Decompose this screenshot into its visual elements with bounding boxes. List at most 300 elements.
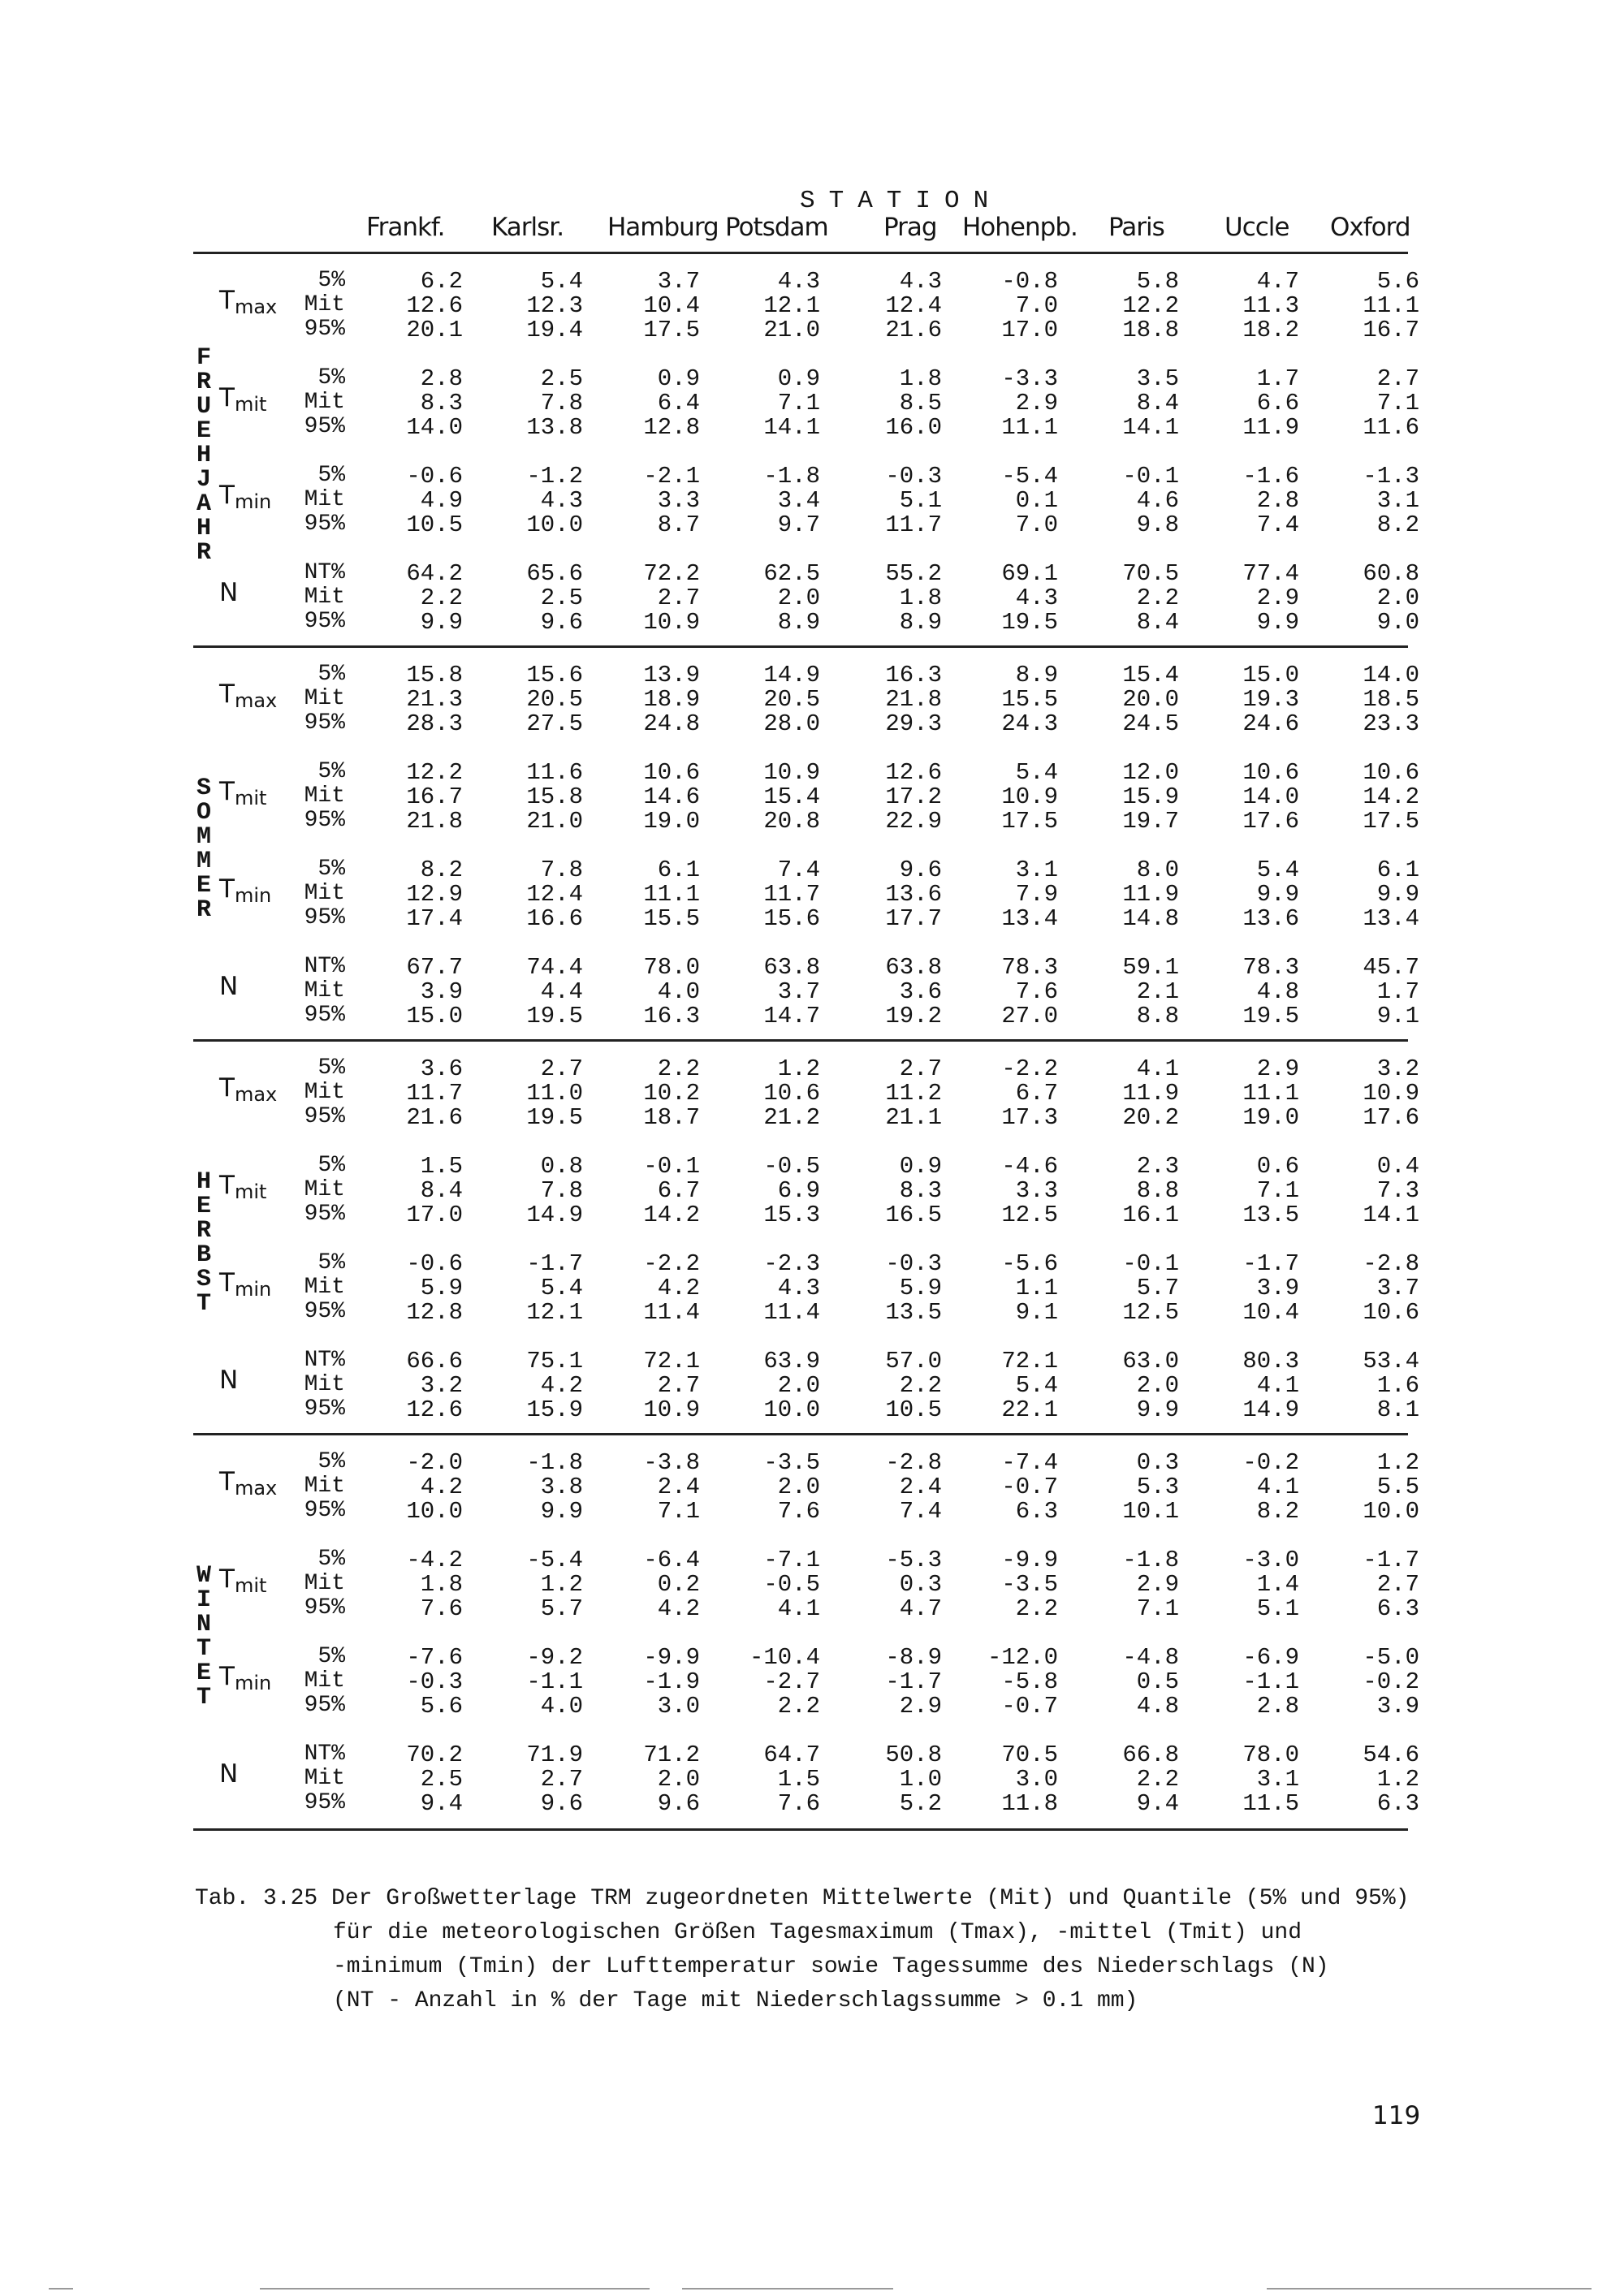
table-cell: 53.4: [1363, 1348, 1419, 1375]
table-cell: 10.1: [1122, 1498, 1179, 1525]
stat-label: Mit: [304, 783, 345, 809]
table-cell: 4.1: [1136, 1055, 1179, 1082]
table-cell: 5.4: [1256, 857, 1299, 883]
table-cell: 15.3: [763, 1202, 820, 1228]
table-cell: 78.3: [1001, 954, 1058, 981]
table-cell: 19.0: [1242, 1104, 1299, 1131]
table-cell: 66.6: [406, 1348, 463, 1375]
table-cell: 0.9: [777, 365, 820, 392]
table-cell: 10.9: [763, 759, 820, 786]
table-cell: 14.0: [1363, 662, 1419, 688]
stat-label: 5%: [317, 463, 345, 488]
table-cell: 9.6: [899, 857, 942, 883]
table-cell: 2.2: [1136, 1766, 1179, 1793]
table-cell: 3.6: [420, 1055, 463, 1082]
table-cell: 12.3: [526, 292, 583, 319]
season-letter: E: [197, 871, 212, 900]
station-header-hamburg: Hamburg: [607, 213, 719, 242]
table-cell: 9.1: [1015, 1299, 1058, 1326]
season-letter: M: [197, 847, 212, 875]
table-cell: 72.1: [643, 1348, 700, 1375]
table-cell: 4.2: [657, 1275, 700, 1301]
table-cell: 3.1: [1376, 487, 1419, 514]
stat-label: 95%: [304, 1498, 345, 1523]
table-cell: 13.6: [1242, 905, 1299, 932]
table-cell: 2.2: [1015, 1595, 1058, 1622]
table-cell: -3.5: [763, 1449, 820, 1476]
table-cell: -0.8: [1001, 268, 1058, 295]
table-cell: 77.4: [1242, 560, 1299, 587]
table-cell: 5.6: [1376, 268, 1419, 295]
table-cell: 15.4: [1122, 662, 1179, 688]
table-cell: 63.8: [763, 954, 820, 981]
table-cell: 9.9: [420, 609, 463, 636]
var-label-base: T: [219, 481, 235, 510]
table-cell: 62.5: [763, 560, 820, 587]
table-cell: 0.1: [1015, 487, 1058, 514]
table-cell: 17.7: [885, 905, 942, 932]
table-cell: -1.7: [1242, 1250, 1299, 1277]
table-cell: 7.8: [540, 390, 583, 416]
stat-label: 95%: [304, 1790, 345, 1815]
table-cell: -6.4: [643, 1547, 700, 1573]
table-cell: 6.4: [657, 390, 700, 416]
table-cell: 8.1: [1376, 1396, 1419, 1423]
table-cell: 27.5: [526, 710, 583, 737]
stat-label: 95%: [304, 414, 345, 439]
table-cell: -0.1: [1122, 1250, 1179, 1277]
table-cell: 10.0: [1363, 1498, 1419, 1525]
table-cell: 13.5: [885, 1299, 942, 1326]
var-label-base: N: [219, 972, 239, 1001]
table-cell: 19.4: [526, 317, 583, 343]
table-cell: 2.9: [899, 1693, 942, 1720]
table-cell: 19.7: [1122, 808, 1179, 835]
table-cell: -0.5: [763, 1153, 820, 1180]
table-cell: -3.0: [1242, 1547, 1299, 1573]
var-label-sub: max: [234, 1477, 278, 1500]
table-cell: -3.3: [1001, 365, 1058, 392]
table-cell: 66.8: [1122, 1741, 1179, 1768]
table-cell: 3.1: [1015, 857, 1058, 883]
table-cell: -2.2: [1001, 1055, 1058, 1082]
table-cell: -0.3: [885, 463, 942, 490]
stat-label: Mit: [304, 585, 345, 610]
table-cell: 15.8: [406, 662, 463, 688]
station-header-prag: Prag: [883, 213, 937, 242]
var-label-n: [219, 1759, 238, 1789]
var-label-base: T: [219, 680, 235, 709]
table-cell: 2.0: [1376, 585, 1419, 611]
stat-label: NT%: [304, 954, 345, 979]
table-cell: 10.0: [526, 511, 583, 538]
table-cell: 72.1: [1001, 1348, 1058, 1375]
stat-label: 95%: [304, 1396, 345, 1422]
table-cell: 2.1: [1136, 978, 1179, 1005]
table-cell: 18.7: [643, 1104, 700, 1131]
table-cell: 11.0: [526, 1080, 583, 1107]
table-cell: 63.8: [885, 954, 942, 981]
table-cell: 4.9: [420, 487, 463, 514]
table-cell: 17.5: [643, 317, 700, 343]
var-label-base: N: [219, 578, 239, 607]
table-cell: 57.0: [885, 1348, 942, 1375]
table-cell: 8.5: [899, 390, 942, 416]
season-letter: M: [197, 822, 212, 851]
table-cell: 12.6: [406, 292, 463, 319]
table-cell: 11.3: [1242, 292, 1299, 319]
table-cell: 0.8: [540, 1153, 583, 1180]
stat-label: 95%: [304, 1595, 345, 1621]
table-cell: 2.9: [1256, 1055, 1299, 1082]
table-cell: 11.1: [643, 881, 700, 908]
table-cell: 2.7: [657, 1372, 700, 1399]
table-cell: -1.6: [1242, 463, 1299, 490]
season-letter: F: [197, 343, 212, 372]
table-cell: 27.0: [1001, 1003, 1058, 1029]
caption-line-1: Tab. 3.25 Der Großwetterlage TRM zugeordneten Mittelwerte (Mit) und Quantile (5% und 95%): [195, 1886, 1410, 1911]
table-cell: -0.1: [643, 1153, 700, 1180]
table-cell: 72.2: [643, 560, 700, 587]
table-cell: 18.5: [1363, 686, 1419, 713]
table-cell: 16.5: [885, 1202, 942, 1228]
table-cell: 6.6: [1256, 390, 1299, 416]
table-cell: 2.2: [657, 1055, 700, 1082]
table-cell: 1.8: [899, 585, 942, 611]
table-cell: -0.1: [1122, 463, 1179, 490]
table-cell: 11.1: [1001, 414, 1058, 441]
table-cell: -0.3: [406, 1668, 463, 1695]
table-cell: -10.4: [749, 1644, 820, 1671]
table-cell: 10.6: [763, 1080, 820, 1107]
table-cell: 71.9: [526, 1741, 583, 1768]
table-cell: 7.1: [1376, 390, 1419, 416]
table-cell: 3.7: [1376, 1275, 1419, 1301]
table-cell: 1.4: [1256, 1571, 1299, 1598]
table-cell: 9.6: [540, 609, 583, 636]
table-cell: 0.3: [1136, 1449, 1179, 1476]
season-letter: H: [197, 514, 212, 542]
table-cell: 17.5: [1363, 808, 1419, 835]
table-cell: 14.9: [1242, 1396, 1299, 1423]
stat-label: 5%: [317, 1644, 345, 1669]
table-cell: -0.6: [406, 1250, 463, 1277]
table-cell: 16.7: [406, 783, 463, 810]
table-cell: 74.4: [526, 954, 583, 981]
table-cell: 6.1: [1376, 857, 1419, 883]
table-cell: 21.6: [406, 1104, 463, 1131]
stat-label: Mit: [304, 978, 345, 1003]
table-cell: 22.1: [1001, 1396, 1058, 1423]
table-cell: 17.6: [1363, 1104, 1419, 1131]
stat-label: 5%: [317, 1449, 345, 1474]
table-cell: 1.2: [1376, 1766, 1419, 1793]
table-cell: 1.2: [777, 1055, 820, 1082]
table-cell: 11.4: [763, 1299, 820, 1326]
table-cell: 4.0: [540, 1693, 583, 1720]
table-cell: 65.6: [526, 560, 583, 587]
table-cell: 9.6: [540, 1790, 583, 1817]
table-cell: 64.7: [763, 1741, 820, 1768]
table-cell: -1.1: [526, 1668, 583, 1695]
table-cell: 3.5: [1136, 365, 1179, 392]
table-cell: 1.7: [1376, 978, 1419, 1005]
table-cell: 4.3: [777, 1275, 820, 1301]
table-cell: 2.7: [1376, 1571, 1419, 1598]
table-cell: 3.0: [657, 1693, 700, 1720]
table-cell: 4.3: [777, 268, 820, 295]
table-cell: 10.9: [643, 609, 700, 636]
table-cell: 11.7: [763, 881, 820, 908]
season-letter: H: [197, 441, 212, 469]
table-cell: 10.0: [406, 1498, 463, 1525]
table-cell: 3.3: [657, 487, 700, 514]
table-cell: -7.1: [763, 1547, 820, 1573]
table-cell: 10.4: [643, 292, 700, 319]
stat-label: 95%: [304, 1104, 345, 1129]
table-cell: 21.1: [885, 1104, 942, 1131]
table-cell: 8.3: [420, 390, 463, 416]
table-cell: -2.1: [643, 463, 700, 490]
table-cell: 2.5: [420, 1766, 463, 1793]
table-rule: [193, 1039, 1408, 1042]
table-cell: 17.0: [406, 1202, 463, 1228]
table-cell: 15.9: [526, 1396, 583, 1423]
table-cell: 14.2: [1363, 783, 1419, 810]
table-cell: 7.4: [1256, 511, 1299, 538]
table-cell: 5.1: [899, 487, 942, 514]
table-cell: 17.2: [885, 783, 942, 810]
var-label-base: T: [219, 1073, 235, 1103]
page-number: 119: [1372, 2101, 1421, 2130]
table-cell: 7.8: [540, 857, 583, 883]
table-cell: 5.4: [1015, 1372, 1058, 1399]
stat-label: 5%: [317, 857, 345, 882]
stat-label: 5%: [317, 759, 345, 784]
stat-label: NT%: [304, 1741, 345, 1767]
table-rule: [193, 252, 1408, 254]
table-cell: 4.2: [540, 1372, 583, 1399]
stat-label: Mit: [304, 1177, 345, 1202]
season-letter: T: [197, 1634, 212, 1663]
table-cell: 7.4: [899, 1498, 942, 1525]
table-cell: 19.5: [526, 1104, 583, 1131]
table-cell: -1.7: [1363, 1547, 1419, 1573]
var-label-base: T: [219, 1171, 235, 1200]
table-cell: 13.8: [526, 414, 583, 441]
table-cell: 63.9: [763, 1348, 820, 1375]
table-cell: 16.3: [885, 662, 942, 688]
var-label-base: T: [219, 1467, 235, 1496]
table-cell: 4.0: [657, 978, 700, 1005]
stat-label: Mit: [304, 487, 345, 512]
stat-label: Mit: [304, 881, 345, 906]
table-cell: 2.2: [420, 585, 463, 611]
table-cell: 1.7: [1256, 365, 1299, 392]
season-letter: H: [197, 1167, 212, 1196]
table-cell: 55.2: [885, 560, 942, 587]
table-cell: 11.1: [1363, 292, 1419, 319]
table-cell: 1.2: [1376, 1449, 1419, 1476]
table-cell: 3.7: [777, 978, 820, 1005]
var-label-sub: mit: [234, 787, 267, 809]
season-letter: R: [197, 538, 212, 567]
table-cell: 9.9: [1376, 881, 1419, 908]
table-cell: 10.6: [1242, 759, 1299, 786]
table-cell: -7.4: [1001, 1449, 1058, 1476]
stat-label: 95%: [304, 609, 345, 634]
table-cell: 21.0: [526, 808, 583, 835]
var-label-n: [219, 578, 238, 607]
table-cell: 24.3: [1001, 710, 1058, 737]
table-cell: 12.0: [1122, 759, 1179, 786]
stat-label: 95%: [304, 1202, 345, 1227]
table-cell: 12.9: [406, 881, 463, 908]
table-cell: 14.6: [643, 783, 700, 810]
table-cell: 10.4: [1242, 1299, 1299, 1326]
table-cell: -2.2: [643, 1250, 700, 1277]
table-cell: 3.1: [1256, 1766, 1299, 1793]
table-cell: 5.2: [899, 1790, 942, 1817]
stat-label: Mit: [304, 1080, 345, 1105]
table-cell: -0.7: [1001, 1474, 1058, 1500]
table-cell: -1.1: [1242, 1668, 1299, 1695]
table-cell: 9.9: [1256, 609, 1299, 636]
table-cell: 12.2: [1122, 292, 1179, 319]
table-cell: -5.0: [1363, 1644, 1419, 1671]
var-label-tmit: [219, 1171, 266, 1203]
table-cell: 15.9: [1122, 783, 1179, 810]
table-cell: 24.6: [1242, 710, 1299, 737]
stat-label: NT%: [304, 1348, 345, 1373]
var-label-tmax: [219, 1467, 277, 1500]
station-header-oxford: Oxford: [1330, 213, 1410, 242]
table-cell: 4.3: [899, 268, 942, 295]
season-letter: E: [197, 416, 212, 445]
table-cell: 4.1: [1256, 1474, 1299, 1500]
table-cell: 3.8: [540, 1474, 583, 1500]
table-cell: 18.8: [1122, 317, 1179, 343]
season-letter: N: [197, 1610, 212, 1638]
table-cell: 8.9: [1015, 662, 1058, 688]
table-cell: -2.0: [406, 1449, 463, 1476]
table-cell: 8.8: [1136, 1177, 1179, 1204]
table-cell: 8.3: [899, 1177, 942, 1204]
table-cell: 14.7: [763, 1003, 820, 1029]
table-cell: 2.8: [1256, 487, 1299, 514]
table-cell: 17.5: [1001, 808, 1058, 835]
stat-label: NT%: [304, 560, 345, 585]
stat-label: 95%: [304, 905, 345, 930]
table-cell: 2.5: [540, 585, 583, 611]
table-cell: -5.3: [885, 1547, 942, 1573]
table-cell: 7.1: [777, 390, 820, 416]
table-cell: 10.9: [643, 1396, 700, 1423]
table-cell: -1.8: [763, 463, 820, 490]
table-cell: 5.4: [540, 1275, 583, 1301]
table-cell: 13.9: [643, 662, 700, 688]
season-letter: R: [197, 896, 212, 924]
table-cell: 4.6: [1136, 487, 1179, 514]
table-cell: 5.9: [899, 1275, 942, 1301]
stat-label: 95%: [304, 1299, 345, 1324]
table-cell: 20.5: [526, 686, 583, 713]
table-cell: 2.2: [777, 1693, 820, 1720]
table-cell: 12.4: [526, 881, 583, 908]
table-cell: 6.3: [1376, 1595, 1419, 1622]
var-label-sub: min: [234, 1672, 272, 1694]
table-cell: 23.3: [1363, 710, 1419, 737]
var-label-base: T: [219, 286, 235, 315]
table-cell: 9.9: [540, 1498, 583, 1525]
table-cell: 15.5: [1001, 686, 1058, 713]
table-cell: 2.8: [420, 365, 463, 392]
table-cell: 4.1: [777, 1595, 820, 1622]
table-cell: 5.9: [420, 1275, 463, 1301]
station-title: STATION: [800, 187, 1003, 215]
var-label-sub: min: [234, 1278, 272, 1301]
var-label-tmax: [219, 286, 277, 318]
table-cell: 3.0: [1015, 1766, 1058, 1793]
table-cell: 11.9: [1122, 1080, 1179, 1107]
var-label-sub: min: [234, 490, 272, 513]
stat-label: 95%: [304, 317, 345, 342]
table-cell: -5.4: [1001, 463, 1058, 490]
table-cell: 8.7: [657, 511, 700, 538]
table-cell: 12.4: [885, 292, 942, 319]
table-cell: 12.6: [885, 759, 942, 786]
table-cell: 13.4: [1001, 905, 1058, 932]
table-cell: 22.9: [885, 808, 942, 835]
var-label-tmin: [219, 1268, 271, 1301]
season-letter: W: [197, 1561, 212, 1590]
table-cell: 11.1: [1242, 1080, 1299, 1107]
table-cell: -9.9: [643, 1644, 700, 1671]
table-cell: 7.0: [1015, 292, 1058, 319]
table-cell: 70.5: [1001, 1741, 1058, 1768]
stat-label: Mit: [304, 1571, 345, 1596]
stat-label: 5%: [317, 268, 345, 293]
stat-label: 5%: [317, 1055, 345, 1081]
table-cell: 0.9: [899, 1153, 942, 1180]
table-cell: 2.0: [777, 585, 820, 611]
season-letter: R: [197, 1216, 212, 1245]
table-cell: 3.9: [1256, 1275, 1299, 1301]
table-cell: 1.8: [899, 365, 942, 392]
table-cell: 15.8: [526, 783, 583, 810]
table-cell: 0.4: [1376, 1153, 1419, 1180]
table-cell: 14.9: [526, 1202, 583, 1228]
table-cell: 19.5: [1001, 609, 1058, 636]
table-cell: 15.6: [526, 662, 583, 688]
var-label-base: T: [219, 383, 235, 412]
table-cell: -9.9: [1001, 1547, 1058, 1573]
table-cell: 11.7: [885, 511, 942, 538]
season-letter: S: [197, 774, 212, 802]
station-header-hohenpb: Hohenpb.: [962, 213, 1078, 242]
table-cell: 24.5: [1122, 710, 1179, 737]
table-cell: 17.4: [406, 905, 463, 932]
table-cell: 63.0: [1122, 1348, 1179, 1375]
table-cell: 8.4: [420, 1177, 463, 1204]
table-cell: 6.1: [657, 857, 700, 883]
table-cell: 3.3: [1015, 1177, 1058, 1204]
table-cell: 12.1: [526, 1299, 583, 1326]
table-cell: -1.2: [526, 463, 583, 490]
station-header-paris: Paris: [1108, 213, 1164, 242]
table-cell: 17.3: [1001, 1104, 1058, 1131]
table-cell: 7.6: [420, 1595, 463, 1622]
